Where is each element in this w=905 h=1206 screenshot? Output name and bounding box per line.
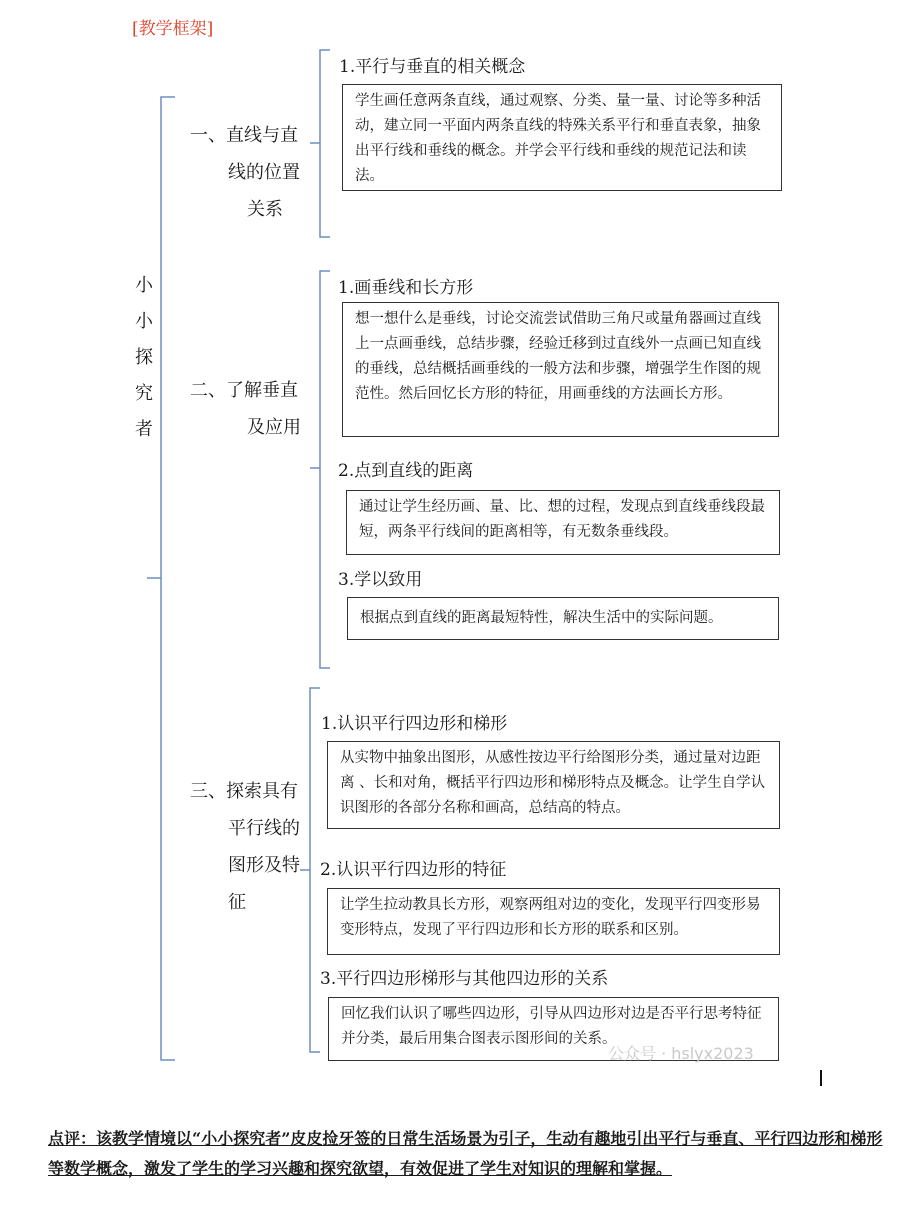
section-1-item-1-box: 学生画任意两条直线，通过观察、分类、量一量、讨论等多种活动，建立同一平面内两条直线的特殊关系平行和垂直表象，抽象出平行线和垂线的概念。并学会平行线和垂线的规范记法和读法。 xyxy=(342,84,782,191)
review-paragraph: 点评：该教学情境以“小小探究者”皮皮捡牙签的日常生活场景为引子，生动有趣地引出平行与垂直、平行四边形和梯形等数学概念，激发了学生的学习兴趣和探究欲望，有效促进了学生对知识的理解和掌握。 xyxy=(48,1129,883,1178)
section-3-title: 三、探索具有 平行线的 图形及特 征 xyxy=(190,781,300,913)
section-2-title: 二、了解垂直 及应用 xyxy=(190,380,301,438)
section-2-item-1-title: 1.画垂线和长方形 xyxy=(338,278,474,298)
section-1-item-1-title: 1.平行与垂直的相关概念 xyxy=(339,57,526,77)
section-1-title: 一、直线与直 线的位置 关系 xyxy=(190,125,300,220)
section-3-item-2-title: 2.认识平行四边形的特征 xyxy=(320,860,507,880)
section-3-item-3-box: 回忆我们认识了哪些四边形，引导从四边形对边是否平行思考特征并分类，最后用集合图表示图形间的关系。 xyxy=(328,997,779,1061)
root-brace xyxy=(147,97,175,1060)
section-2-item-3-box: 根据点到直线的距离最短特性，解决生活中的实际问题。 xyxy=(347,597,779,640)
section-2-item-2-box: 通过让学生经历画、量、比、想的过程，发现点到直线垂线段最短，两条平行线间的距离相等，有无数条垂线段。 xyxy=(346,490,780,555)
watermark: 公众号 · hslyx2023 xyxy=(608,1044,754,1063)
section-3-item-3-title: 3.平行四边形梯形与其他四边形的关系 xyxy=(320,969,609,989)
section-2-brace xyxy=(310,271,330,668)
section-1-brace xyxy=(310,50,330,237)
framework-tag: [教学框架] xyxy=(132,19,214,39)
text-cursor xyxy=(820,1070,822,1086)
section-2-item-1-box: 想一想什么是垂线，讨论交流尝试借助三角尺或量角器画过直线上一点画垂线，总结步骤，经验迁移到过直线外一点画已知直线的垂线，总结概括画垂线的一般方法和步骤，增强学生作图的规范性。然后回忆长方形的特征，用画垂线的方法画长方形。 xyxy=(342,302,779,437)
section-3-item-1-title: 1.认识平行四边形和梯形 xyxy=(321,714,508,734)
root-title: 小 小 探 究 者 xyxy=(135,275,153,440)
section-2-item-2-title: 2.点到直线的距离 xyxy=(338,461,474,481)
section-2-item-3-title: 3.学以致用 xyxy=(338,570,423,590)
section-3-item-2-box: 让学生拉动教具长方形，观察两组对边的变化，发现平行四变形易变形特点，发现了平行四边形和长方形的联系和区别。 xyxy=(327,888,780,955)
section-3-brace xyxy=(300,688,320,1052)
section-3-item-1-box: 从实物中抽象出图形，从感性按边平行给图形分类，通过量对边距离 、长和对角，概括平行四边形和梯形特点及概念。让学生自学认识图形的各部分名称和画高，总结高的特点。 xyxy=(327,741,780,829)
